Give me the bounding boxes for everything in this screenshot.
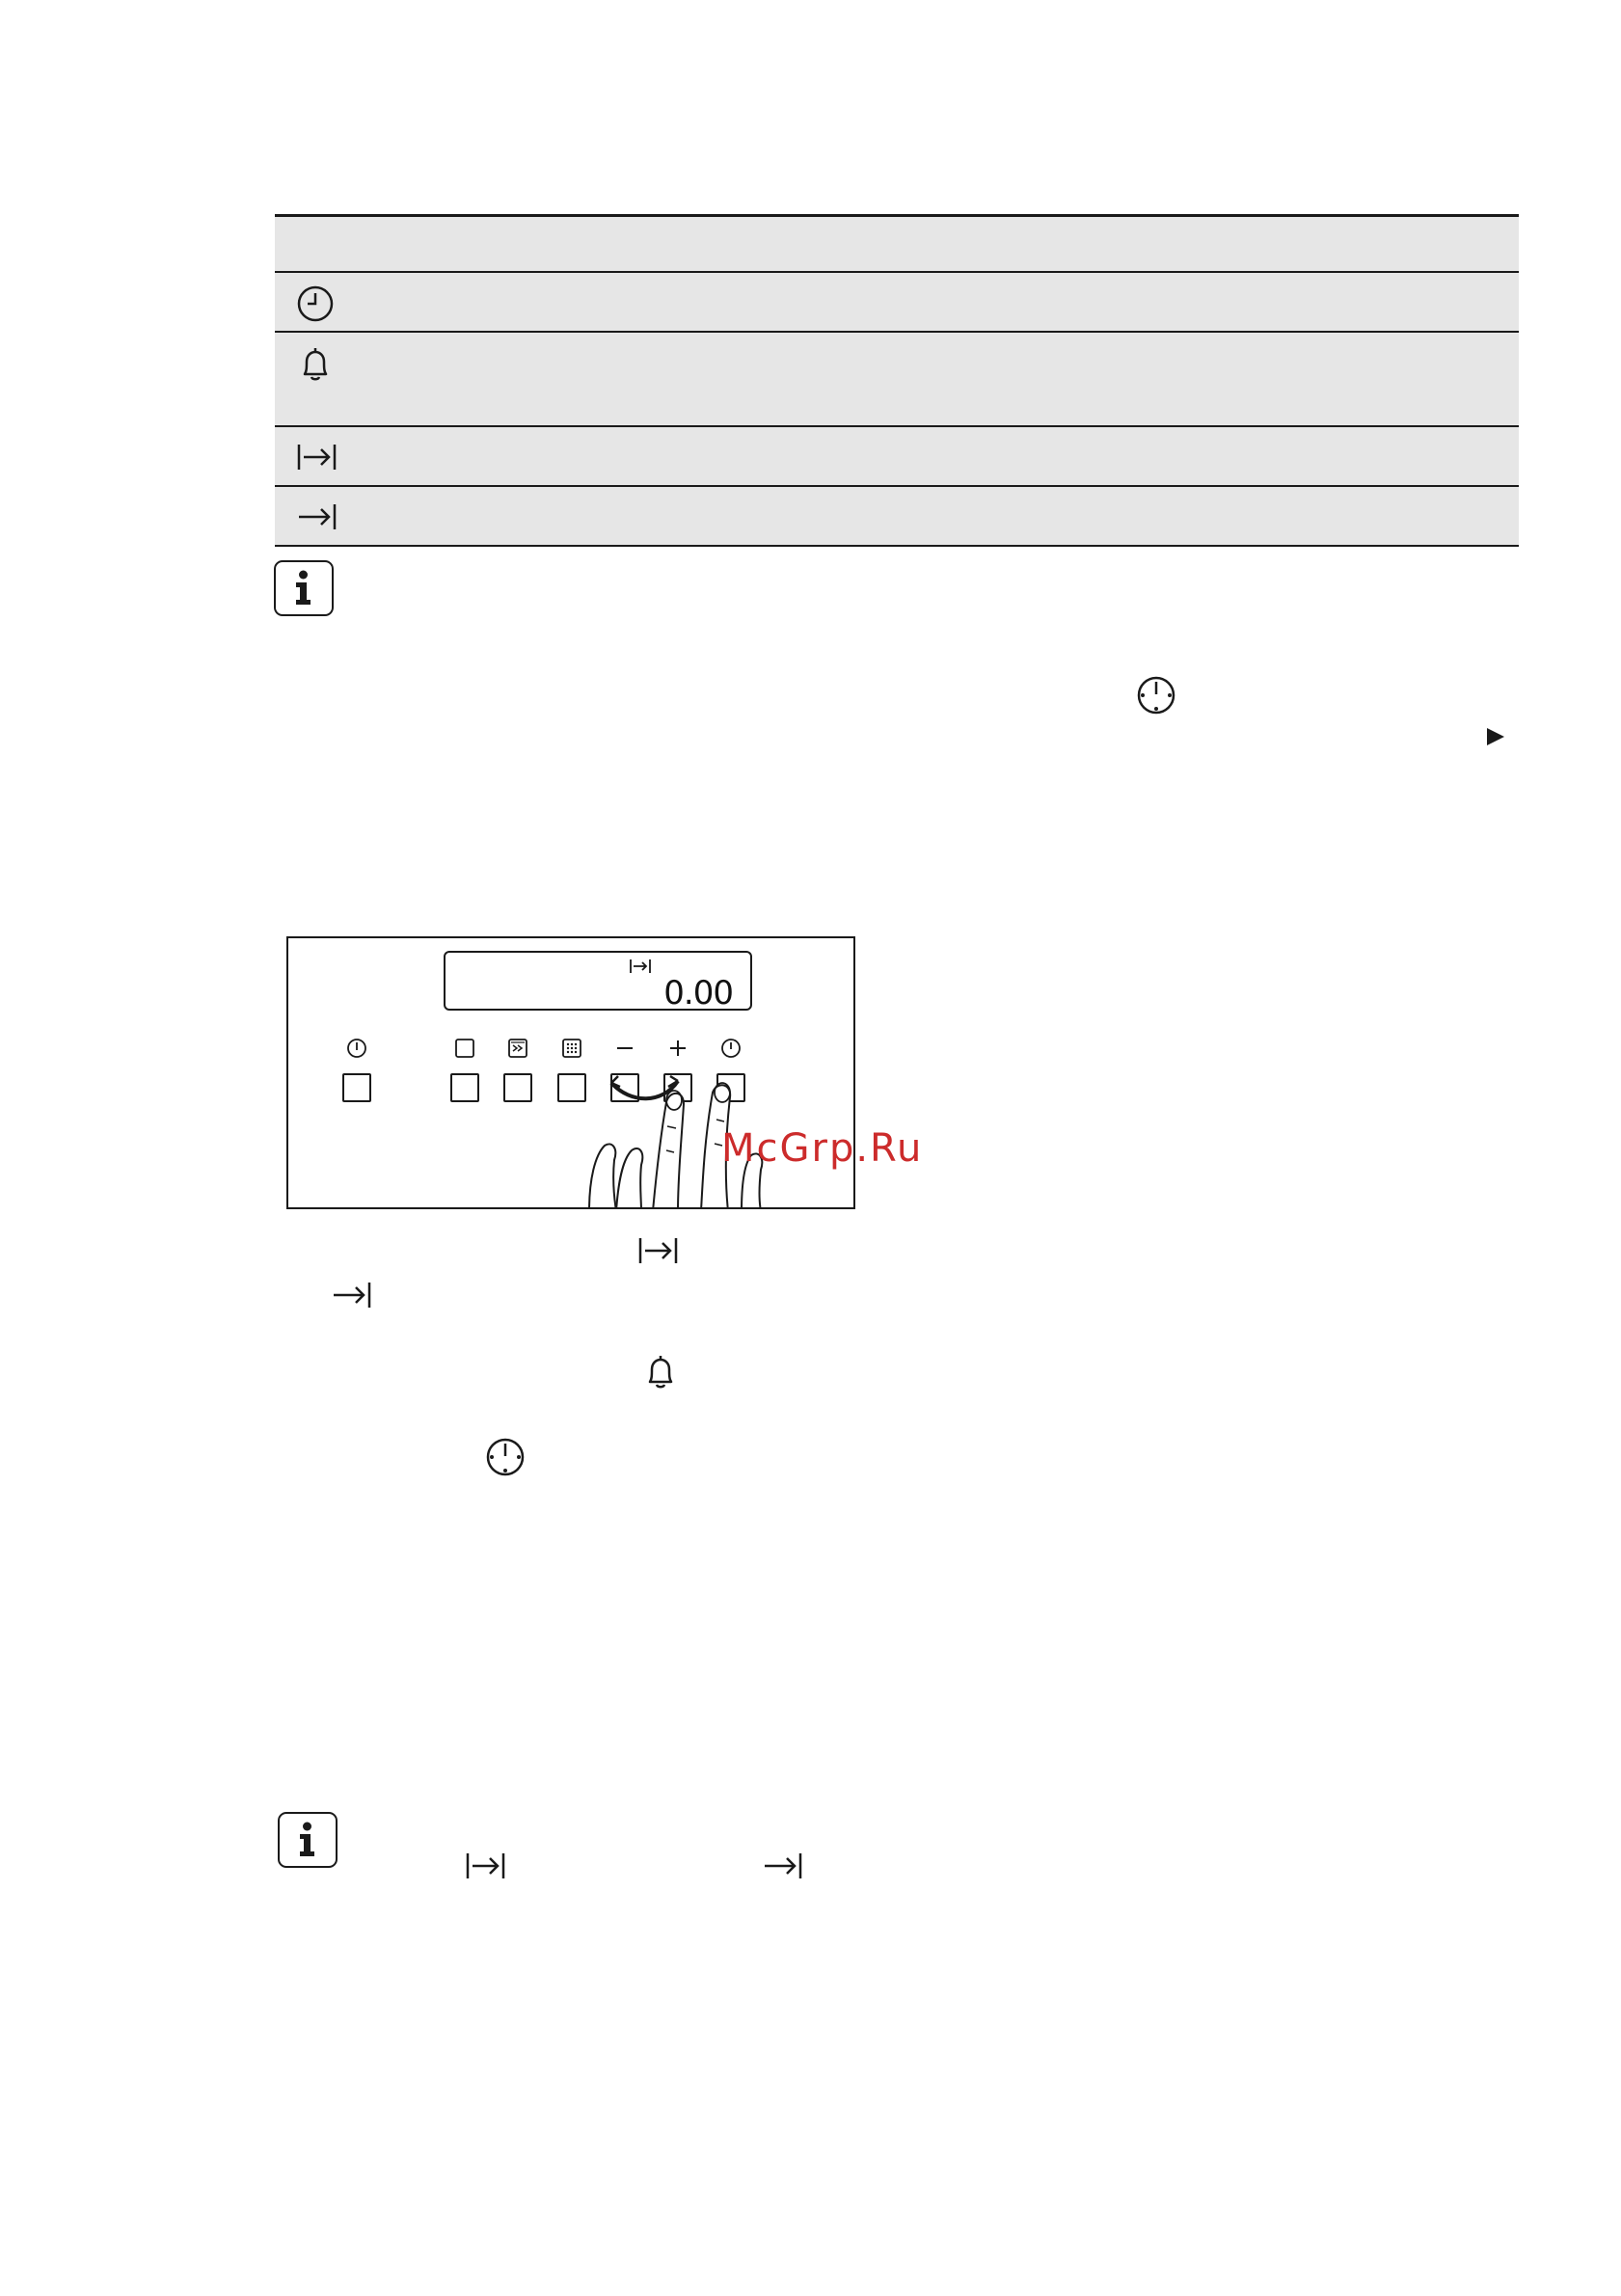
- clock-icon: [296, 284, 335, 328]
- end-time-icon: [296, 500, 338, 538]
- bell-icon: [641, 1352, 680, 1397]
- bell-icon: [296, 344, 335, 390]
- clock-icon: [1136, 675, 1176, 720]
- end-time-icon: [331, 1279, 373, 1316]
- table-row: [275, 487, 1519, 547]
- display-value: 0.00: [663, 974, 733, 1013]
- duration-icon: [296, 441, 338, 478]
- function-table: [275, 214, 1519, 547]
- table-row: [275, 273, 1519, 333]
- watermark: McGrp.Ru: [721, 1126, 924, 1171]
- info-icon: [274, 560, 334, 616]
- duration-icon: [637, 1234, 680, 1272]
- table-header: [275, 217, 1519, 273]
- duration-icon: [465, 1850, 507, 1887]
- table-row: [275, 333, 1519, 427]
- clock-icon: [485, 1437, 526, 1482]
- info-icon: [278, 1812, 338, 1868]
- play-arrow-icon: [1485, 726, 1506, 752]
- table-row: [275, 427, 1519, 487]
- end-time-icon: [762, 1850, 804, 1887]
